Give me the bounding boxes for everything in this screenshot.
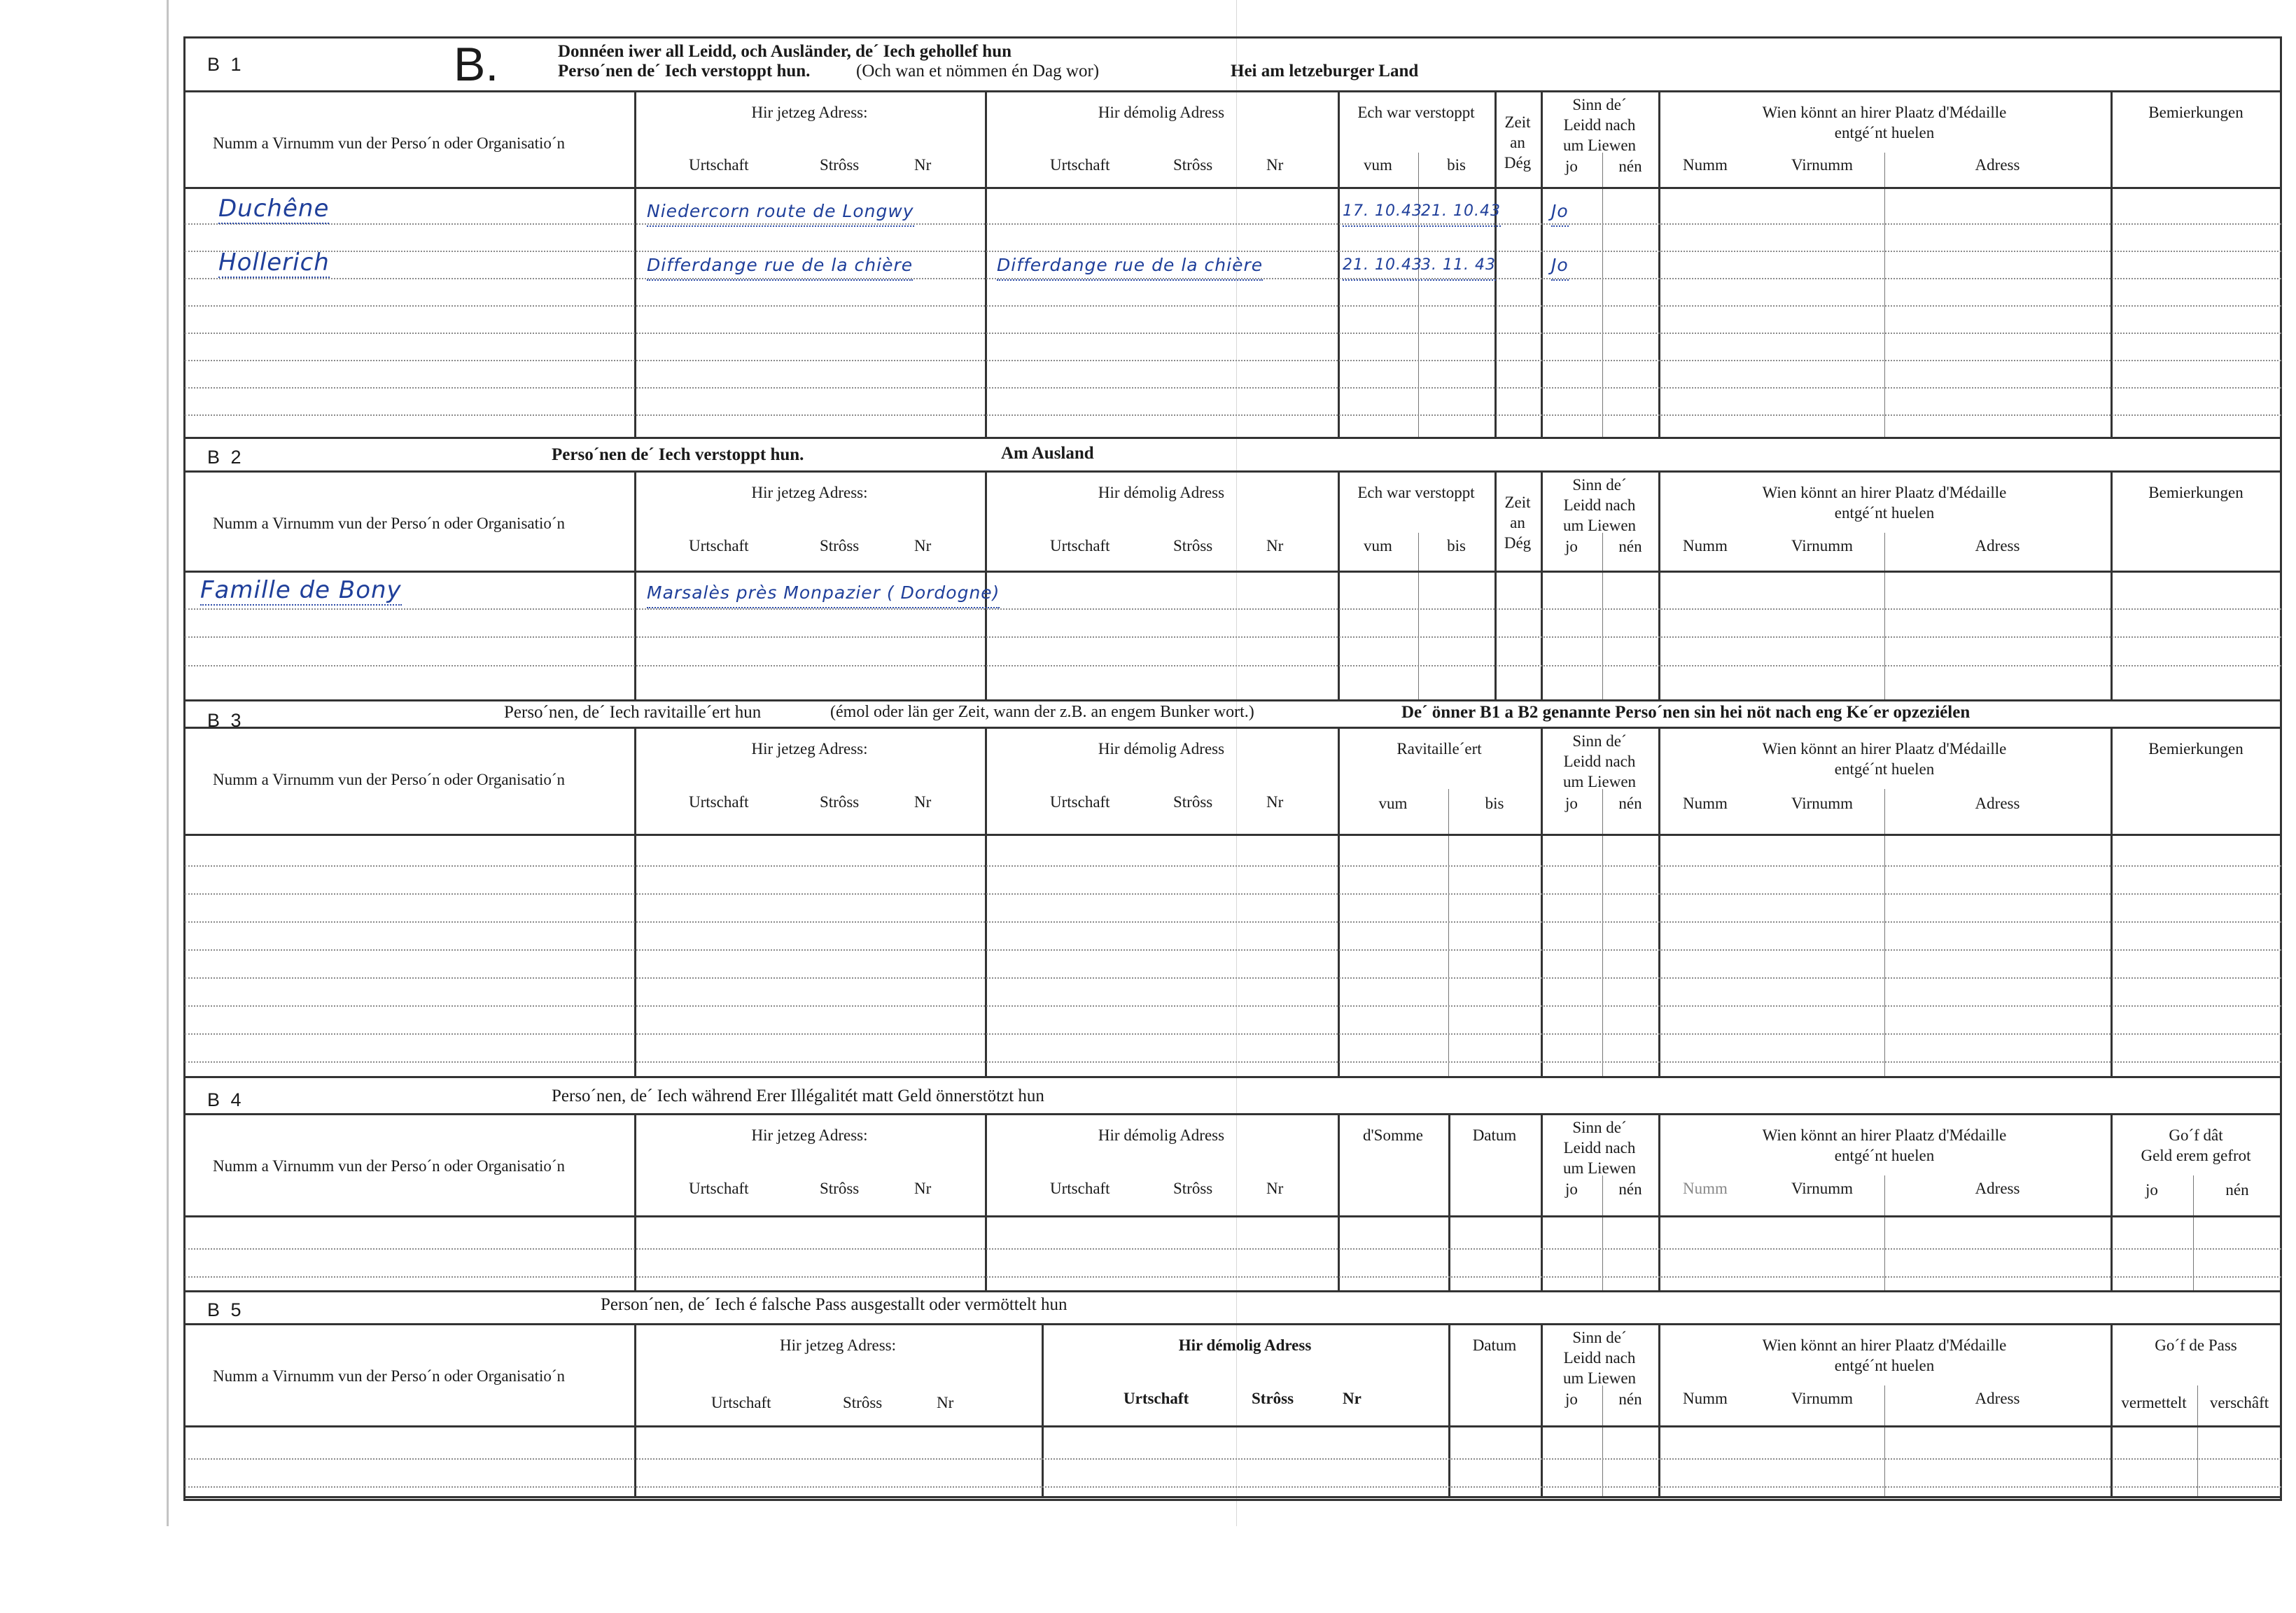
col-urtschaft: Urtschaft — [1050, 537, 1110, 554]
entry-name: Duchêne — [218, 195, 330, 223]
col-alive: Sinn de´ Leidd nach um Liewen — [1562, 96, 1637, 154]
col-no: nén — [1618, 538, 1642, 555]
col-alive: Sinn de´ Leidd nach um Liewen — [1562, 1329, 1637, 1387]
entry-alive-yes: Jo — [1551, 251, 1569, 281]
section-b4-header — [185, 1078, 2281, 1113]
col-stross: Strôss — [820, 156, 860, 174]
section-title: Perso´nen de´ Iech verstoppt hun. — [552, 445, 804, 464]
section-title-instruction: De´ önner B1 a B2 genannte Perso´nen sin hei nöt nach eng Ke´er opzeziélen — [1401, 703, 1970, 722]
table-b4 — [185, 1113, 2281, 1292]
scan-edge-mark — [167, 0, 169, 1526]
entry-alive-yes: Jo — [1551, 197, 1569, 227]
col-former-address: Hir démolig Adress — [1098, 104, 1225, 121]
col-current-address: Hir jetzeg Adress: — [751, 1126, 868, 1144]
col-from: vum — [1364, 537, 1392, 554]
col-days: Zeit an Dég — [1504, 113, 1532, 172]
col-numm: Numm — [1683, 1390, 1728, 1407]
entry-former-address: Differdange rue de la chière — [997, 251, 1263, 281]
col-no: nén — [1618, 158, 1642, 175]
col-name-header: Numm a Virnumm vun der Perso´n oder Organisatio´n — [213, 1367, 566, 1385]
entry-hidden-to: 3. 11. 43 — [1421, 251, 1496, 281]
col-nr: Nr — [914, 156, 932, 174]
col-name-header: Numm a Virnumm vun der Perso´n oder Organisatio´n — [213, 1157, 566, 1175]
col-remarks: Bemierkungen — [2148, 740, 2244, 757]
col-yes: jo — [1565, 1180, 1578, 1198]
col-numm: Numm — [1683, 537, 1728, 554]
section-title: Perso´nen, de´ Iech während Erer Illégalitét matt Geld önnerstötzt hun — [552, 1087, 1044, 1105]
section-label: B 4 — [207, 1089, 244, 1110]
col-medal: Wien könnt an hirer Plaatz d'Médaille entgé´nt huelen — [1762, 1336, 2007, 1374]
col-former-address: Hir démolig Adress — [1098, 740, 1225, 757]
col-money-returned: Go´f dât Geld erem gefrot — [2141, 1126, 2251, 1164]
col-stross: Strôss — [1252, 1390, 1294, 1407]
col-virnumm: Virnumm — [1791, 1390, 1854, 1407]
col-nr: Nr — [1266, 537, 1284, 554]
col-passport: Go´f de Pass — [2155, 1336, 2237, 1354]
section-region: Am Ausland — [1001, 444, 1094, 463]
col-to: bis — [1447, 156, 1466, 174]
col-supplied: Ravitaille´ert — [1396, 740, 1482, 757]
table-b2 — [185, 470, 2281, 701]
form-subtitle-note: (Och wan et nömmen én Dag wor) — [856, 62, 1100, 81]
col-urtschaft: Urtschaft — [689, 156, 749, 174]
col-amount: d'Somme — [1363, 1126, 1423, 1144]
col-remarks: Bemierkungen — [2148, 104, 2244, 121]
col-former-address: Hir démolig Adress — [1178, 1336, 1312, 1354]
col-procured: verschâft — [2209, 1394, 2269, 1411]
col-nr: Nr — [1266, 793, 1284, 811]
col-alive: Sinn de´ Leidd nach um Liewen — [1562, 732, 1637, 790]
col-stross: Strôss — [1173, 156, 1213, 174]
col-nr: Nr — [1343, 1390, 1362, 1407]
col-current-address: Hir jetzeg Adress: — [751, 104, 868, 121]
col-name-header: Numm a Virnumm vun der Perso´n oder Organisatio´n — [213, 771, 566, 788]
col-nr: Nr — [914, 537, 932, 554]
col-nr: Nr — [1266, 156, 1284, 174]
table-b3 — [185, 727, 2281, 1078]
col-nr: Nr — [914, 1180, 932, 1197]
entry-current-address: Differdange rue de la chière — [647, 251, 913, 281]
col-urtschaft: Urtschaft — [689, 793, 749, 811]
col-numm: Numm — [1683, 1180, 1728, 1197]
col-urtschaft: Urtschaft — [1050, 156, 1110, 174]
form-subtitle: Perso´nen de´ Iech verstoppt hun. — [558, 62, 811, 81]
col-yes: jo — [1565, 795, 1578, 812]
section-label: B 3 — [207, 710, 244, 731]
table-b5 — [185, 1323, 2281, 1498]
entry-current-address: Marsalès près Monpazier ( Dordogne) — [647, 579, 1000, 608]
col-date: Datum — [1472, 1336, 1517, 1354]
form-letter: B. — [454, 38, 499, 91]
entry-hidden-to: 21. 10.43 — [1421, 197, 1501, 227]
col-medal: Wien könnt an hirer Plaatz d'Médaille entgé´nt huelen — [1762, 1126, 2007, 1164]
col-urtschaft: Urtschaft — [711, 1394, 771, 1411]
col-alive: Sinn de´ Leidd nach um Liewen — [1562, 1119, 1637, 1177]
col-medal: Wien könnt an hirer Plaatz d'Médaille entgé´nt huelen — [1762, 484, 2007, 522]
col-no: nén — [1618, 795, 1642, 812]
col-yes: jo — [1565, 1390, 1578, 1408]
form-subtitle-region: Hei am letzeburger Land — [1231, 62, 1419, 81]
entry-hidden-from: 17. 10.43 — [1343, 197, 1422, 227]
col-current-address: Hir jetzeg Adress: — [751, 484, 868, 501]
col-urtschaft: Urtschaft — [1050, 1180, 1110, 1197]
entry-current-address: Niedercorn route de Longwy — [647, 197, 914, 227]
col-no: nén — [2225, 1181, 2249, 1199]
section-b1-header — [185, 39, 2281, 90]
section-label: B 1 — [207, 54, 244, 75]
col-to: bis — [1485, 795, 1504, 812]
col-current-address: Hir jetzeg Adress: — [751, 740, 868, 757]
col-stross: Strôss — [1173, 1180, 1213, 1197]
col-from: vum — [1364, 156, 1392, 174]
col-date: Datum — [1472, 1126, 1517, 1144]
col-no: nén — [1618, 1180, 1642, 1198]
col-medal: Wien könnt an hirer Plaatz d'Médaille entgé´nt huelen — [1762, 104, 2007, 141]
col-urtschaft: Urtschaft — [1124, 1390, 1189, 1407]
col-urtschaft: Urtschaft — [1050, 793, 1110, 811]
col-current-address: Hir jetzeg Adress: — [779, 1336, 897, 1354]
col-stross: Strôss — [1173, 793, 1213, 811]
col-alive: Sinn de´ Leidd nach um Liewen — [1562, 476, 1637, 534]
col-remarks: Bemierkungen — [2148, 484, 2244, 501]
col-yes: jo — [1565, 158, 1578, 175]
section-title-note: (émol oder län ger Zeit, wann der z.B. an engem Bunker wort.) — [830, 703, 1254, 721]
col-nr: Nr — [1266, 1180, 1284, 1197]
section-title: Person´nen, de´ Iech é falsche Pass ausgestallt oder vermöttelt hun — [601, 1295, 1068, 1314]
col-virnumm: Virnumm — [1791, 1180, 1854, 1197]
col-virnumm: Virnumm — [1791, 537, 1854, 554]
col-medal: Wien könnt an hirer Plaatz d'Médaille entgé´nt huelen — [1762, 740, 2007, 778]
col-adress: Adress — [1975, 1180, 2020, 1197]
col-numm: Numm — [1683, 795, 1728, 812]
col-stross: Strôss — [820, 1180, 860, 1197]
form-title: Donnéen iwer all Leidd, och Ausländer, de´ Iech gehollef hun — [558, 42, 1011, 61]
col-urtschaft: Urtschaft — [689, 1180, 749, 1197]
col-no: nén — [1618, 1390, 1642, 1408]
section-label: B 5 — [207, 1299, 244, 1320]
col-numm: Numm — [1683, 156, 1728, 174]
col-nr: Nr — [914, 793, 932, 811]
col-hidden: Ech war verstoppt — [1357, 484, 1475, 501]
col-stross: Strôss — [1173, 537, 1213, 554]
col-former-address: Hir démolig Adress — [1098, 1126, 1225, 1144]
col-adress: Adress — [1975, 795, 2020, 812]
col-adress: Adress — [1975, 537, 2020, 554]
col-yes: jo — [1565, 538, 1578, 555]
col-stross: Strôss — [820, 793, 860, 811]
col-name-header: Numm a Virnumm vun der Perso´n oder Organisatio´n — [213, 515, 566, 532]
col-mediated: vermettelt — [2121, 1394, 2187, 1411]
entry-name: Hollerich — [218, 249, 330, 277]
table-b1 — [185, 90, 2281, 439]
col-former-address: Hir démolig Adress — [1098, 484, 1225, 501]
col-stross: Strôss — [820, 537, 860, 554]
col-from: vum — [1378, 795, 1408, 812]
entry-name: Famille de Bony — [200, 576, 402, 604]
section-b2-header — [185, 435, 2281, 470]
section-title: Perso´nen, de´ Iech ravitaille´ert hun — [504, 703, 762, 722]
col-yes: jo — [2146, 1181, 2158, 1199]
section-label: B 2 — [207, 447, 244, 468]
col-name-header: Numm a Virnumm vun der Perso´n oder Organisatio´n — [213, 134, 566, 152]
col-nr: Nr — [937, 1394, 954, 1411]
col-stross: Strôss — [843, 1394, 883, 1411]
col-urtschaft: Urtschaft — [689, 537, 749, 554]
col-to: bis — [1447, 537, 1466, 554]
entry-hidden-from: 21. 10.43 — [1343, 251, 1422, 281]
section-b5-header — [185, 1288, 2281, 1323]
col-virnumm: Virnumm — [1791, 795, 1854, 812]
col-hidden: Ech war verstoppt — [1357, 104, 1475, 121]
col-adress: Adress — [1975, 156, 2020, 174]
col-adress: Adress — [1975, 1390, 2020, 1407]
col-days: Zeit an Dég — [1504, 494, 1532, 552]
col-virnumm: Virnumm — [1791, 156, 1854, 174]
